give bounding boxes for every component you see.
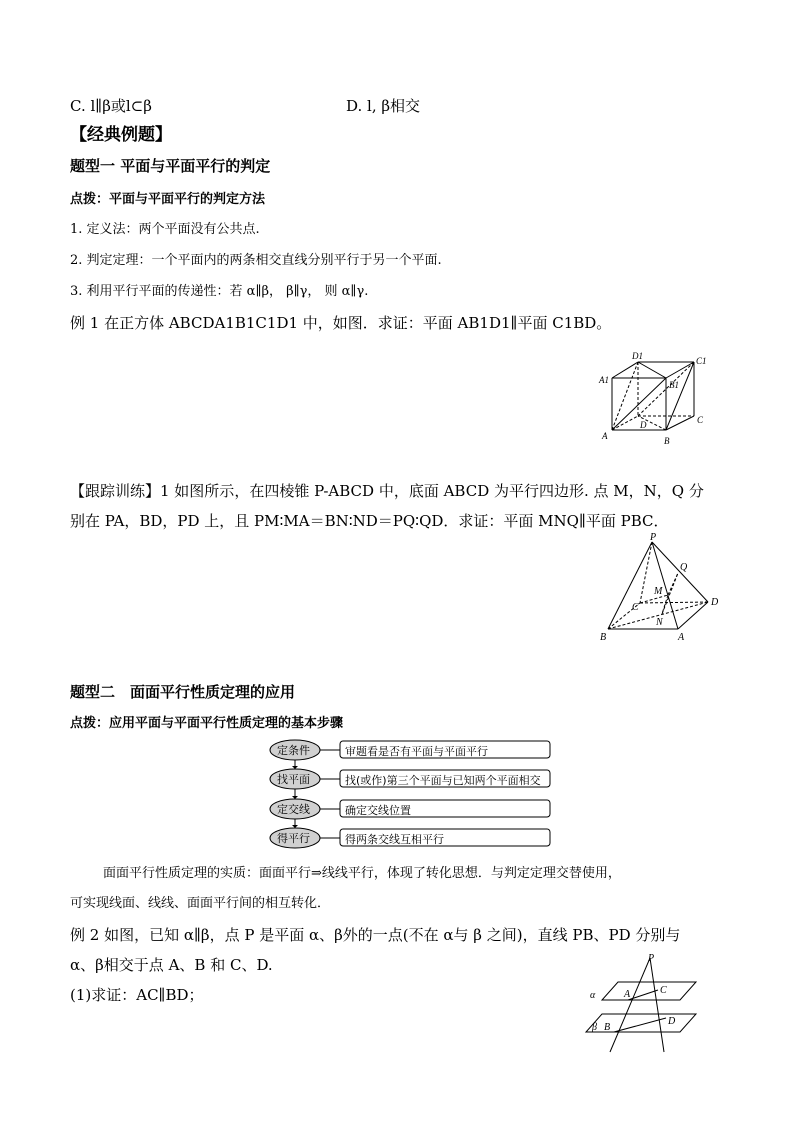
pyramid-figure xyxy=(596,532,726,644)
type1-title: 题型一 平面与平面平行的判定 xyxy=(70,157,271,175)
pyramid-label-n: N xyxy=(656,617,663,628)
flow-desc-2: 找(或作)第三个平面与已知两个平面相交 xyxy=(345,774,541,787)
flow-step-2: 找平面 xyxy=(277,773,310,786)
example1-text: 例 1 在正方体 ABCDA1B1C1D1 中，如图．求证：平面 AB1D1∥平面 C1BD。 xyxy=(70,314,612,332)
flow-step-1: 定条件 xyxy=(277,744,310,757)
section-header: 【经典例题】 xyxy=(70,125,172,145)
essence-line-2: 可实现线面、线线、面面平行间的相互转化． xyxy=(70,896,331,911)
flow-desc-1: 审题看是否有平面与平面平行 xyxy=(345,745,488,758)
pyramid-label-q: Q xyxy=(680,562,688,573)
flow-desc-4: 得两条交线互相平行 xyxy=(345,833,444,846)
type2-tip-title: 点拨：应用平面与平面平行性质定理的基本步骤 xyxy=(70,716,344,731)
cube-label-a: A xyxy=(602,431,608,441)
cube-label-a1: A1 xyxy=(599,375,609,385)
cube-figure xyxy=(596,348,716,448)
cube-label-b: B xyxy=(664,436,670,446)
cube-label-d1: D1 xyxy=(632,351,643,361)
flow-step-4: 得平行 xyxy=(277,832,310,845)
example2-question-1: (1)求证：AC∥BD； xyxy=(70,986,204,1004)
option-c: C. l∥β或l⊂β xyxy=(70,97,152,115)
planes-label-a: A xyxy=(624,989,631,1000)
flow-step-3: 定交线 xyxy=(277,803,310,816)
flow-desc-3: 确定交线位置 xyxy=(345,804,411,817)
planes-label-c: C xyxy=(660,985,667,996)
planes-label-d: D xyxy=(668,1016,676,1027)
type1-tip-1: 1. 定义法：两个平面没有公共点. xyxy=(70,222,260,237)
trace-line-1: 【跟踪训练】1 如图所示，在四棱锥 P-ABCD 中，底面 ABCD 为平行四边形. 点 M，N，Q 分 xyxy=(70,482,704,500)
cube-label-c1: C1 xyxy=(696,356,707,366)
pyramid-label-c: C xyxy=(632,602,639,613)
pyramid-label-a: A xyxy=(678,632,685,643)
trace-line-2: 别在 PA，BD，PD 上，且 PM∶MA＝BN∶ND＝PQ∶QD．求证：平面 MNQ∥平面 PBC． xyxy=(70,512,669,530)
parallel-planes-figure xyxy=(584,952,704,1056)
type1-tip-2: 2. 判定定理：一个平面内的两条相交直线分别平行于另一个平面. xyxy=(70,253,442,268)
planes-label-beta: β xyxy=(592,1022,597,1033)
option-d: D. l, β相交 xyxy=(346,97,421,115)
cube-label-b1: B1 xyxy=(669,380,679,390)
example2-line-2: α、β相交于点 A、B 和 C、D. xyxy=(70,956,273,974)
type1-tip-3: 3. 利用平行平面的传递性：若 α∥β， β∥γ， 则 α∥γ. xyxy=(70,284,369,299)
steps-flowchart xyxy=(265,738,555,850)
type2-title: 题型二 面面平行性质定理的应用 xyxy=(70,683,296,701)
planes-label-b: B xyxy=(604,1022,611,1033)
planes-label-p: P xyxy=(648,953,655,964)
pyramid-label-m: M xyxy=(654,586,663,597)
planes-label-alpha: α xyxy=(590,990,596,1001)
type1-tip-title: 点拨：平面与平面平行的判定方法 xyxy=(70,192,266,207)
essence-line-1: 面面平行性质定理的实质：面面平行⇒线线平行，体现了转化思想．与判定定理交替使用， xyxy=(103,866,621,881)
pyramid-label-p: P xyxy=(650,532,657,543)
pyramid-label-b: B xyxy=(600,632,607,643)
example2-line-1: 例 2 如图，已知 α∥β，点 P 是平面 α、β外的一点(不在 α与 β 之间)，直线 PB、PD 分别与 xyxy=(70,926,681,944)
cube-label-d: D xyxy=(640,420,647,430)
cube-label-c: C xyxy=(697,415,704,425)
pyramid-label-d: D xyxy=(711,597,719,608)
